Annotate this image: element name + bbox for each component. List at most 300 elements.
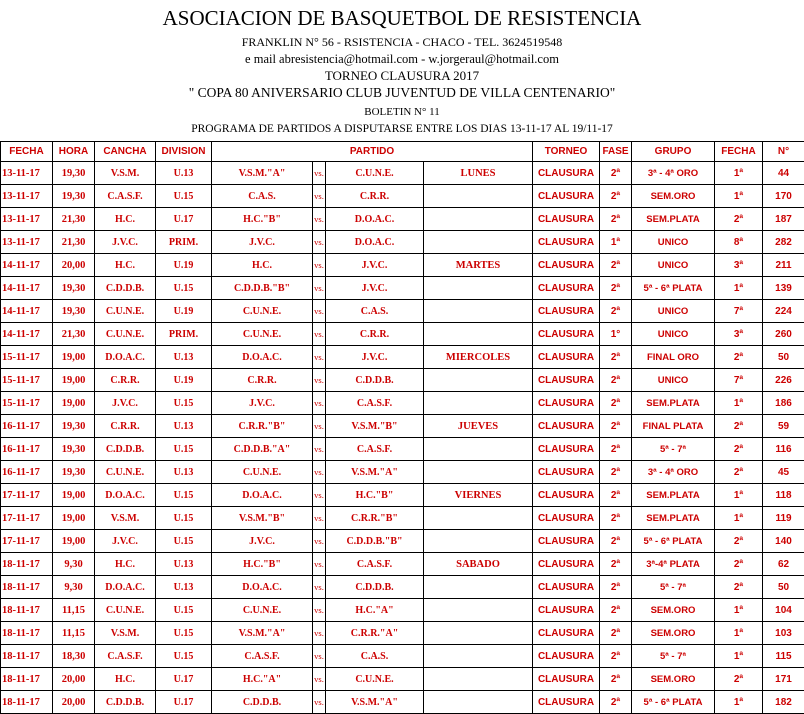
table-row [1,254,804,277]
table-row [1,507,804,530]
cell-torneo: CLAUSURA [533,185,600,208]
cell-fecha-numero: 1ª [715,277,763,300]
cell-local-team: C.D.D.B."B" [212,277,313,300]
table-row [1,438,804,461]
cell-day [424,277,533,300]
cell-fase: 2ª [600,277,632,300]
cell-vs: vs. [313,599,326,622]
cell-fecha-numero: 2ª [715,553,763,576]
cell-local-team: D.O.A.C. [212,484,313,507]
cell-vs: vs. [313,553,326,576]
cell-fase: 2ª [600,484,632,507]
table-row [1,369,804,392]
cell-cancha: D.O.A.C. [95,346,156,369]
cell-numero: 140 [763,530,804,553]
cell-fase: 2ª [600,668,632,691]
cell-visiting-team: J.V.C. [326,277,424,300]
cell-fecha: 17-11-17 [1,530,53,553]
cell-day [424,369,533,392]
cell-fecha: 15-11-17 [1,369,53,392]
cell-numero: 116 [763,438,804,461]
table-row [1,461,804,484]
cell-fase: 2ª [600,645,632,668]
cell-visiting-team: C.R.R."B" [326,507,424,530]
cell-visiting-team: C.U.N.E. [326,668,424,691]
cell-fecha: 17-11-17 [1,484,53,507]
cell-cancha: C.U.N.E. [95,599,156,622]
cell-fase: 2ª [600,300,632,323]
cell-day [424,507,533,530]
cell-hora: 19,30 [53,300,95,323]
cell-hora: 19,00 [53,369,95,392]
cell-hora: 19,30 [53,277,95,300]
cell-local-team: V.S.M."A" [212,162,313,185]
cell-torneo: CLAUSURA [533,507,600,530]
cell-torneo: CLAUSURA [533,346,600,369]
cell-cancha: C.U.N.E. [95,323,156,346]
cell-vs: vs. [313,231,326,254]
table-header-row [1,142,804,162]
cell-fecha-numero: 2ª [715,576,763,599]
cell-fecha: 14-11-17 [1,277,53,300]
cell-visiting-team: C.U.N.E. [326,162,424,185]
cell-grupo: FINAL ORO [632,346,715,369]
cell-fecha: 18-11-17 [1,576,53,599]
cell-local-team: C.U.N.E. [212,323,313,346]
cell-numero: 211 [763,254,804,277]
cell-fecha: 18-11-17 [1,599,53,622]
cell-torneo: CLAUSURA [533,277,600,300]
cell-hora: 18,30 [53,645,95,668]
cell-local-team: C.U.N.E. [212,599,313,622]
cell-fase: 2ª [600,553,632,576]
cell-local-team: C.A.S.F. [212,645,313,668]
cell-day [424,300,533,323]
cell-grupo: SEM.PLATA [632,484,715,507]
cell-cancha: C.R.R. [95,415,156,438]
cell-visiting-team: C.A.S.F. [326,392,424,415]
cell-grupo: UNICO [632,231,715,254]
cell-fecha-numero: 1ª [715,484,763,507]
cell-hora: 19,00 [53,484,95,507]
cell-cancha: V.S.M. [95,162,156,185]
cell-visiting-team: C.A.S. [326,645,424,668]
cell-fecha-numero: 3ª [715,254,763,277]
cell-fecha: 18-11-17 [1,691,53,714]
cell-day [424,208,533,231]
cell-numero: 224 [763,300,804,323]
cell-hora: 19,00 [53,346,95,369]
cell-day: LUNES [424,162,533,185]
cell-vs: vs. [313,484,326,507]
cell-division: U.15 [156,185,212,208]
cell-division: PRIM. [156,231,212,254]
cell-visiting-team: V.S.M."A" [326,691,424,714]
cell-visiting-team: C.D.D.B."B" [326,530,424,553]
cell-division: U.13 [156,162,212,185]
cell-fecha: 15-11-17 [1,346,53,369]
cell-torneo: CLAUSURA [533,599,600,622]
cell-cancha: J.V.C. [95,392,156,415]
cell-hora: 9,30 [53,553,95,576]
cell-numero: 182 [763,691,804,714]
cell-day [424,323,533,346]
cell-day [424,668,533,691]
cell-fecha: 16-11-17 [1,461,53,484]
cell-numero: 62 [763,553,804,576]
cell-cancha: H.C. [95,668,156,691]
cell-day [424,438,533,461]
cell-vs: vs. [313,392,326,415]
cell-division: U.15 [156,438,212,461]
cell-fase: 2ª [600,530,632,553]
schedule-table [0,141,804,714]
cell-day [424,461,533,484]
cell-fecha: 18-11-17 [1,553,53,576]
cell-hora: 20,00 [53,254,95,277]
table-row [1,208,804,231]
cell-day: MIERCOLES [424,346,533,369]
cell-grupo: SEM.PLATA [632,507,715,530]
cell-fase: 2ª [600,576,632,599]
cell-fecha: 13-11-17 [1,231,53,254]
col-header-partido: PARTIDO [212,142,533,162]
cell-hora: 9,30 [53,576,95,599]
cell-fecha-numero: 1ª [715,507,763,530]
cell-cancha: J.V.C. [95,530,156,553]
table-row [1,645,804,668]
table-row [1,415,804,438]
cell-local-team: C.D.D.B. [212,691,313,714]
cell-fase: 2ª [600,507,632,530]
col-header-torneo: TORNEO [533,142,600,162]
cell-numero: 170 [763,185,804,208]
cell-day [424,691,533,714]
cell-local-team: V.S.M."A" [212,622,313,645]
cell-day [424,530,533,553]
cell-division: U.15 [156,599,212,622]
cell-vs: vs. [313,300,326,323]
cell-cancha: V.S.M. [95,507,156,530]
cell-fecha-numero: 2ª [715,346,763,369]
cell-local-team: C.U.N.E. [212,461,313,484]
cell-fecha: 15-11-17 [1,392,53,415]
cell-numero: 187 [763,208,804,231]
cell-division: U.17 [156,691,212,714]
cell-division: PRIM. [156,323,212,346]
cell-fecha-numero: 2ª [715,461,763,484]
table-row [1,300,804,323]
cup-title: " COPA 80 ANIVERSARIO CLUB JUVENTUD DE VILLA CENTENARIO" [0,85,804,101]
cell-vs: vs. [313,668,326,691]
cell-visiting-team: C.D.D.B. [326,369,424,392]
table-row [1,185,804,208]
cell-visiting-team: C.R.R."A" [326,622,424,645]
cell-cancha: C.D.D.B. [95,277,156,300]
cell-division: U.15 [156,622,212,645]
cell-hora: 21,30 [53,231,95,254]
cell-division: U.15 [156,277,212,300]
cell-fase: 2ª [600,392,632,415]
cell-hora: 19,30 [53,415,95,438]
address-line: FRANKLIN N° 56 - RSISTENCIA - CHACO - TEL. 3624519548 [0,35,804,50]
cell-day [424,645,533,668]
cell-vs: vs. [313,277,326,300]
table-row [1,599,804,622]
cell-fase: 1ª [600,231,632,254]
cell-cancha: V.S.M. [95,622,156,645]
cell-local-team: H.C. [212,254,313,277]
cell-torneo: CLAUSURA [533,300,600,323]
tournament-title: TORNEO CLAUSURA 2017 [0,68,804,84]
cell-fecha-numero: 7ª [715,369,763,392]
cell-hora: 19,00 [53,392,95,415]
cell-division: U.19 [156,369,212,392]
cell-torneo: CLAUSURA [533,254,600,277]
cell-cancha: C.R.R. [95,369,156,392]
cell-division: U.13 [156,576,212,599]
cell-grupo: FINAL PLATA [632,415,715,438]
cell-torneo: CLAUSURA [533,576,600,599]
cell-vs: vs. [313,415,326,438]
cell-fase: 2ª [600,208,632,231]
cell-torneo: CLAUSURA [533,622,600,645]
cell-visiting-team: C.A.S.F. [326,553,424,576]
cell-visiting-team: J.V.C. [326,254,424,277]
cell-division: U.15 [156,645,212,668]
cell-vs: vs. [313,369,326,392]
cell-numero: 260 [763,323,804,346]
cell-fecha-numero: 2ª [715,668,763,691]
cell-day: SABADO [424,553,533,576]
cell-local-team: C.A.S. [212,185,313,208]
col-header-grupo: GRUPO [632,142,715,162]
cell-fecha: 16-11-17 [1,415,53,438]
cell-vs: vs. [313,691,326,714]
cell-visiting-team: D.O.A.C. [326,208,424,231]
schedule-subtitle: PROGRAMA DE PARTIDOS A DISPUTARSE ENTRE LOS DIAS 13-11-17 AL 19/11-17 [0,123,804,135]
cell-division: U.15 [156,507,212,530]
cell-torneo: CLAUSURA [533,415,600,438]
cell-day [424,622,533,645]
cell-local-team: C.U.N.E. [212,300,313,323]
cell-fecha-numero: 1ª [715,599,763,622]
cell-local-team: C.D.D.B."A" [212,438,313,461]
cell-cancha: C.U.N.E. [95,300,156,323]
cell-division: U.17 [156,208,212,231]
cell-vs: vs. [313,323,326,346]
cell-hora: 21,30 [53,323,95,346]
table-row [1,622,804,645]
cell-numero: 103 [763,622,804,645]
cell-grupo: 5ª - 7ª [632,645,715,668]
cell-fecha-numero: 2ª [715,438,763,461]
cell-local-team: D.O.A.C. [212,576,313,599]
cell-torneo: CLAUSURA [533,484,600,507]
cell-division: U.13 [156,553,212,576]
cell-numero: 104 [763,599,804,622]
cell-fecha: 18-11-17 [1,668,53,691]
cell-fecha-numero: 1ª [715,691,763,714]
cell-grupo: SEM.PLATA [632,208,715,231]
cell-day: VIERNES [424,484,533,507]
cell-grupo: SEM.PLATA [632,392,715,415]
cell-fecha-numero: 1ª [715,392,763,415]
cell-division: U.13 [156,461,212,484]
table-row [1,392,804,415]
cell-vs: vs. [313,645,326,668]
cell-torneo: CLAUSURA [533,691,600,714]
cell-numero: 59 [763,415,804,438]
cell-visiting-team: V.S.M."A" [326,461,424,484]
cell-grupo: SEM.ORO [632,668,715,691]
cell-hora: 19,30 [53,461,95,484]
cell-grupo: UNICO [632,300,715,323]
cell-local-team: H.C."B" [212,553,313,576]
table-row [1,277,804,300]
cell-day [424,599,533,622]
cell-numero: 186 [763,392,804,415]
col-header-fase: FASE [600,142,632,162]
cell-fecha: 13-11-17 [1,162,53,185]
cell-grupo: UNICO [632,323,715,346]
cell-local-team: J.V.C. [212,530,313,553]
cell-day [424,231,533,254]
cell-torneo: CLAUSURA [533,369,600,392]
cell-fase: 2ª [600,346,632,369]
cell-division: U.17 [156,668,212,691]
page-title: ASOCIACION DE BASQUETBOL DE RESISTENCIA [0,6,804,31]
cell-division: U.19 [156,300,212,323]
cell-numero: 119 [763,507,804,530]
cell-numero: 282 [763,231,804,254]
cell-fecha: 16-11-17 [1,438,53,461]
col-header-division: DIVISION [156,142,212,162]
table-row [1,576,804,599]
cell-day [424,392,533,415]
cell-cancha: C.D.D.B. [95,691,156,714]
cell-visiting-team: C.R.R. [326,185,424,208]
cell-fase: 2ª [600,438,632,461]
cell-day [424,185,533,208]
cell-grupo: 5ª - 6ª PLATA [632,277,715,300]
cell-vs: vs. [313,185,326,208]
cell-fase: 2ª [600,691,632,714]
cell-torneo: CLAUSURA [533,392,600,415]
cell-vs: vs. [313,438,326,461]
cell-local-team: J.V.C. [212,231,313,254]
cell-hora: 20,00 [53,668,95,691]
cell-torneo: CLAUSURA [533,530,600,553]
col-header-numero: N° [763,142,804,162]
cell-torneo: CLAUSURA [533,461,600,484]
cell-grupo: UNICO [632,369,715,392]
cell-vs: vs. [313,254,326,277]
cell-vs: vs. [313,530,326,553]
cell-visiting-team: V.S.M."B" [326,415,424,438]
cell-visiting-team: C.A.S. [326,300,424,323]
cell-cancha: H.C. [95,254,156,277]
cell-hora: 21,30 [53,208,95,231]
cell-fecha-numero: 2ª [715,530,763,553]
cell-cancha: D.O.A.C. [95,484,156,507]
cell-local-team: H.C."B" [212,208,313,231]
cell-hora: 19,30 [53,185,95,208]
cell-day [424,576,533,599]
cell-vs: vs. [313,208,326,231]
col-header-cancha: CANCHA [95,142,156,162]
cell-fecha-numero: 2ª [715,415,763,438]
cell-hora: 19,30 [53,162,95,185]
cell-division: U.13 [156,415,212,438]
cell-torneo: CLAUSURA [533,162,600,185]
cell-vs: vs. [313,507,326,530]
cell-torneo: CLAUSURA [533,553,600,576]
cell-cancha: C.D.D.B. [95,438,156,461]
cell-cancha: H.C. [95,208,156,231]
cell-visiting-team: C.A.S.F. [326,438,424,461]
bulletin-number: BOLETIN N° 11 [0,106,804,118]
cell-vs: vs. [313,162,326,185]
cell-fecha-numero: 1ª [715,162,763,185]
cell-grupo: SEM.ORO [632,622,715,645]
cell-local-team: C.R.R."B" [212,415,313,438]
cell-cancha: C.U.N.E. [95,461,156,484]
cell-cancha: C.A.S.F. [95,185,156,208]
cell-numero: 139 [763,277,804,300]
cell-local-team: V.S.M."B" [212,507,313,530]
col-header-fecha: FECHA [1,142,53,162]
table-row [1,323,804,346]
cell-fecha: 17-11-17 [1,507,53,530]
cell-numero: 226 [763,369,804,392]
cell-hora: 19,30 [53,438,95,461]
cell-division: U.15 [156,530,212,553]
cell-visiting-team: D.O.A.C. [326,231,424,254]
cell-fecha: 18-11-17 [1,645,53,668]
cell-fase: 2ª [600,369,632,392]
cell-fecha-numero: 2ª [715,208,763,231]
cell-visiting-team: H.C."B" [326,484,424,507]
cell-numero: 50 [763,346,804,369]
cell-hora: 11,15 [53,599,95,622]
cell-fase: 2ª [600,599,632,622]
cell-division: U.15 [156,484,212,507]
cell-torneo: CLAUSURA [533,323,600,346]
email-line: e mail abresistencia@hotmail.com - w.jorgeraul@hotmail.com [0,52,804,67]
cell-vs: vs. [313,576,326,599]
cell-numero: 50 [763,576,804,599]
col-header-fecha-numero: FECHA [715,142,763,162]
cell-torneo: CLAUSURA [533,645,600,668]
cell-torneo: CLAUSURA [533,231,600,254]
cell-cancha: C.A.S.F. [95,645,156,668]
cell-fecha-numero: 1ª [715,185,763,208]
table-row [1,668,804,691]
cell-division: U.13 [156,346,212,369]
cell-day: MARTES [424,254,533,277]
cell-visiting-team: H.C."A" [326,599,424,622]
cell-fase: 1° [600,323,632,346]
cell-grupo: SEM.ORO [632,185,715,208]
cell-fase: 2ª [600,254,632,277]
cell-torneo: CLAUSURA [533,438,600,461]
table-row [1,484,804,507]
cell-fase: 2ª [600,415,632,438]
cell-torneo: CLAUSURA [533,208,600,231]
cell-grupo: 5ª - 7ª [632,438,715,461]
cell-grupo: 5ª - 6ª PLATA [632,691,715,714]
